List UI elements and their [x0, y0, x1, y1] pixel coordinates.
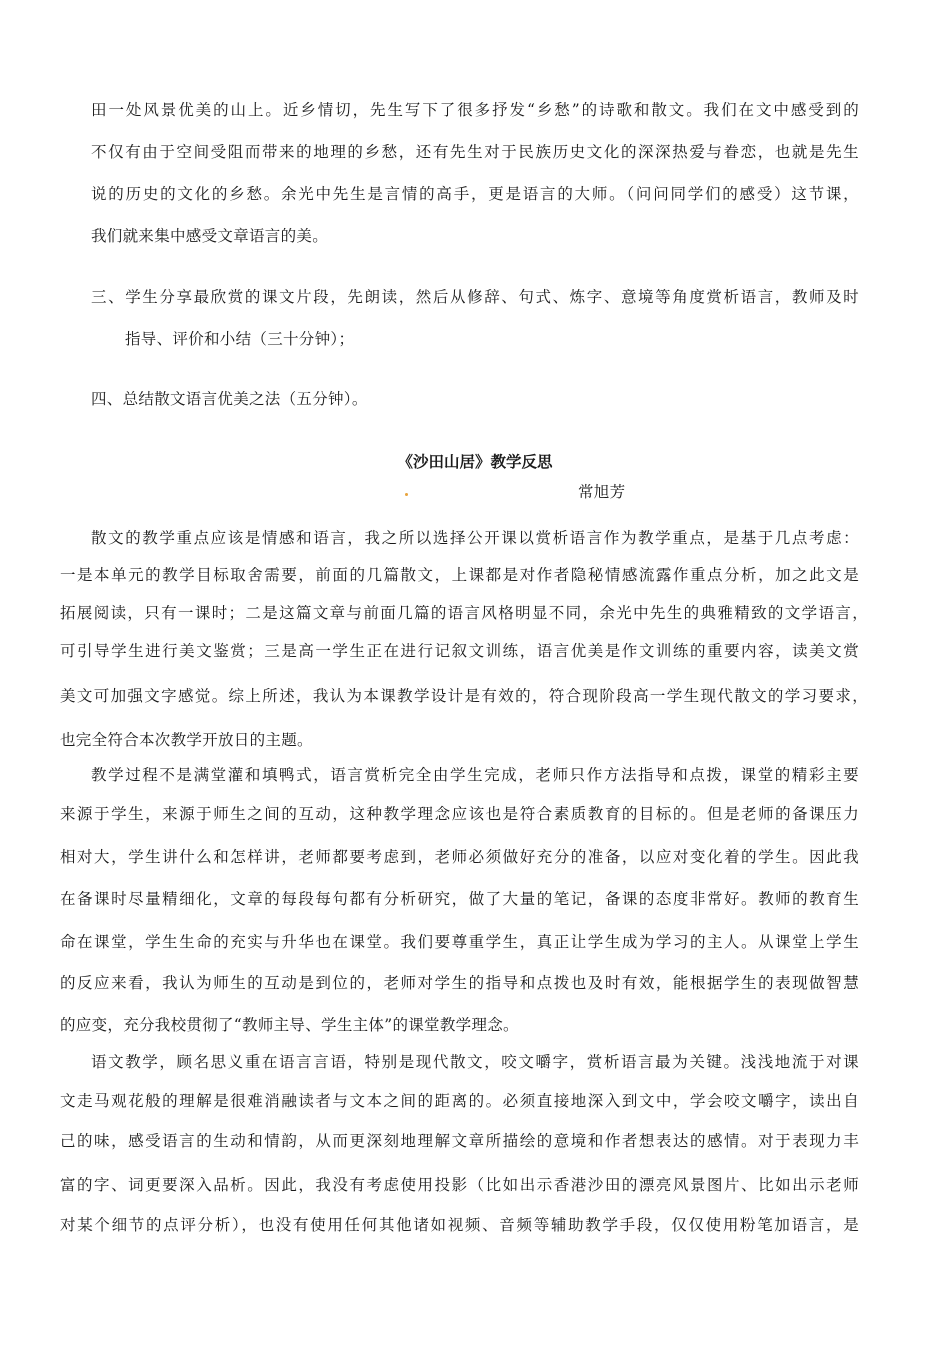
para2-line-4: 在备课时尽量精细化，文章的每段每句都有分析研究，做了大量的笔记，备课的态度非常好。教师的教育生 [60, 890, 859, 908]
para1-line-6: 也完全符合本次教学开放日的主题。 [60, 731, 313, 749]
para1-line-1: 散文的教学重点应该是情感和语言，我之所以选择公开课以赏析语言作为教学重点，是基于几点考虑： [91, 529, 859, 547]
intro-line-3: 说的历史的文化的乡愁。余光中先生是言情的高手，更是语言的大师。（问问同学们的感受）这节课， [91, 185, 859, 203]
para1-line-3: 拓展阅读，只有一课时；二是这篇文章与前面几篇的语言风格明显不同，余光中先生的典雅精致的文学语言， [60, 604, 868, 622]
step-4: 四、总结散文语言优美之法（五分钟）。 [91, 390, 368, 408]
para3-line-3: 己的味，感受语言的生动和情韵，从而更深刻地理解文章所描绘的意境和作者想表达的感情。对于表现力丰 [60, 1132, 859, 1150]
para2-line-7: 的应变，充分我校贯彻了“教师主导、学生主体”的课堂教学理念。 [60, 1016, 519, 1034]
para3-line-1: 语文教学，顾名思义重在语言言语，特别是现代散文，咬文嚼字，赏析语言最为关键。浅浅地流于对课 [91, 1053, 859, 1071]
para2-line-6: 的反应来看，我认为师生的互动是到位的，老师对学生的指导和点拨也及时有效，能根据学生的表现做智慧 [60, 974, 859, 992]
intro-line-1: 田一处风景优美的山上。近乡情切，先生写下了很多抒发“乡愁”的诗歌和散文。我们在文中感受到的 [91, 101, 859, 119]
para2-line-3: 相对大，学生讲什么和怎样讲，老师都要考虑到，老师必须做好充分的准备，以应对变化着的学生。因此我 [60, 848, 859, 866]
reflection-author: 常旭芳 [578, 483, 626, 501]
step-3-line-1: 三、学生分享最欣赏的课文片段，先朗读，然后从修辞、句式、炼字、意境等角度赏析语言，教师及时 [91, 288, 859, 306]
para3-line-5: 对某个细节的点评分析），也没有使用任何其他诸如视频、音频等辅助教学手段，仅仅使用粉笔加语言，是 [60, 1216, 859, 1234]
intro-line-2: 不仅有由于空间受阻而带来的地理的乡愁，还有先生对于民族历史文化的深深热爱与眷恋，也就是先生 [91, 143, 859, 161]
para2-line-1: 教学过程不是满堂灌和填鸭式，语言赏析完全由学生完成，老师只作方法指导和点拨，课堂的精彩主要 [91, 766, 859, 784]
para1-line-5: 美文可加强文字感觉。综上所述，我认为本课教学设计是有效的，符合现阶段高一学生现代散文的学习要求， [60, 687, 868, 705]
para1-line-2: 一是本单元的教学目标取舍需要，前面的几篇散文，上课都是对作者隐秘情感流露作重点分析，加之此文是 [60, 566, 859, 584]
step-3-line-2: 指导、评价和小结（三十分钟）； [125, 330, 355, 348]
para2-line-5: 命在课堂，学生生命的充实与升华也在课堂。我们要尊重学生，真正让学生成为学习的主人。从课堂上学生 [60, 933, 859, 951]
para3-line-2: 文走马观花般的理解是很难消融读者与文本之间的距离的。必须直接地深入到文中，学会咬文嚼字，读出自 [60, 1092, 859, 1110]
para3-line-4: 富的字、词更要深入品析。因此，我没有考虑使用投影（比如出示香港沙田的漂亮风景图片、比如出示老师 [60, 1176, 859, 1194]
para1-line-4: 可引导学生进行美文鉴赏；三是高一学生正在进行记叙文训练，语言优美是作文训练的重要内容，读美文赏 [60, 642, 859, 660]
decorative-dot [405, 493, 408, 496]
para2-line-2: 来源于学生，来源于师生之间的互动，这种教学理念应该也是符合素质教育的目标的。但是老师的备课压力 [60, 805, 859, 823]
reflection-title: 《沙田山居》教学反思 [397, 452, 553, 471]
intro-line-4: 我们就来集中感受文章语言的美。 [91, 227, 329, 245]
